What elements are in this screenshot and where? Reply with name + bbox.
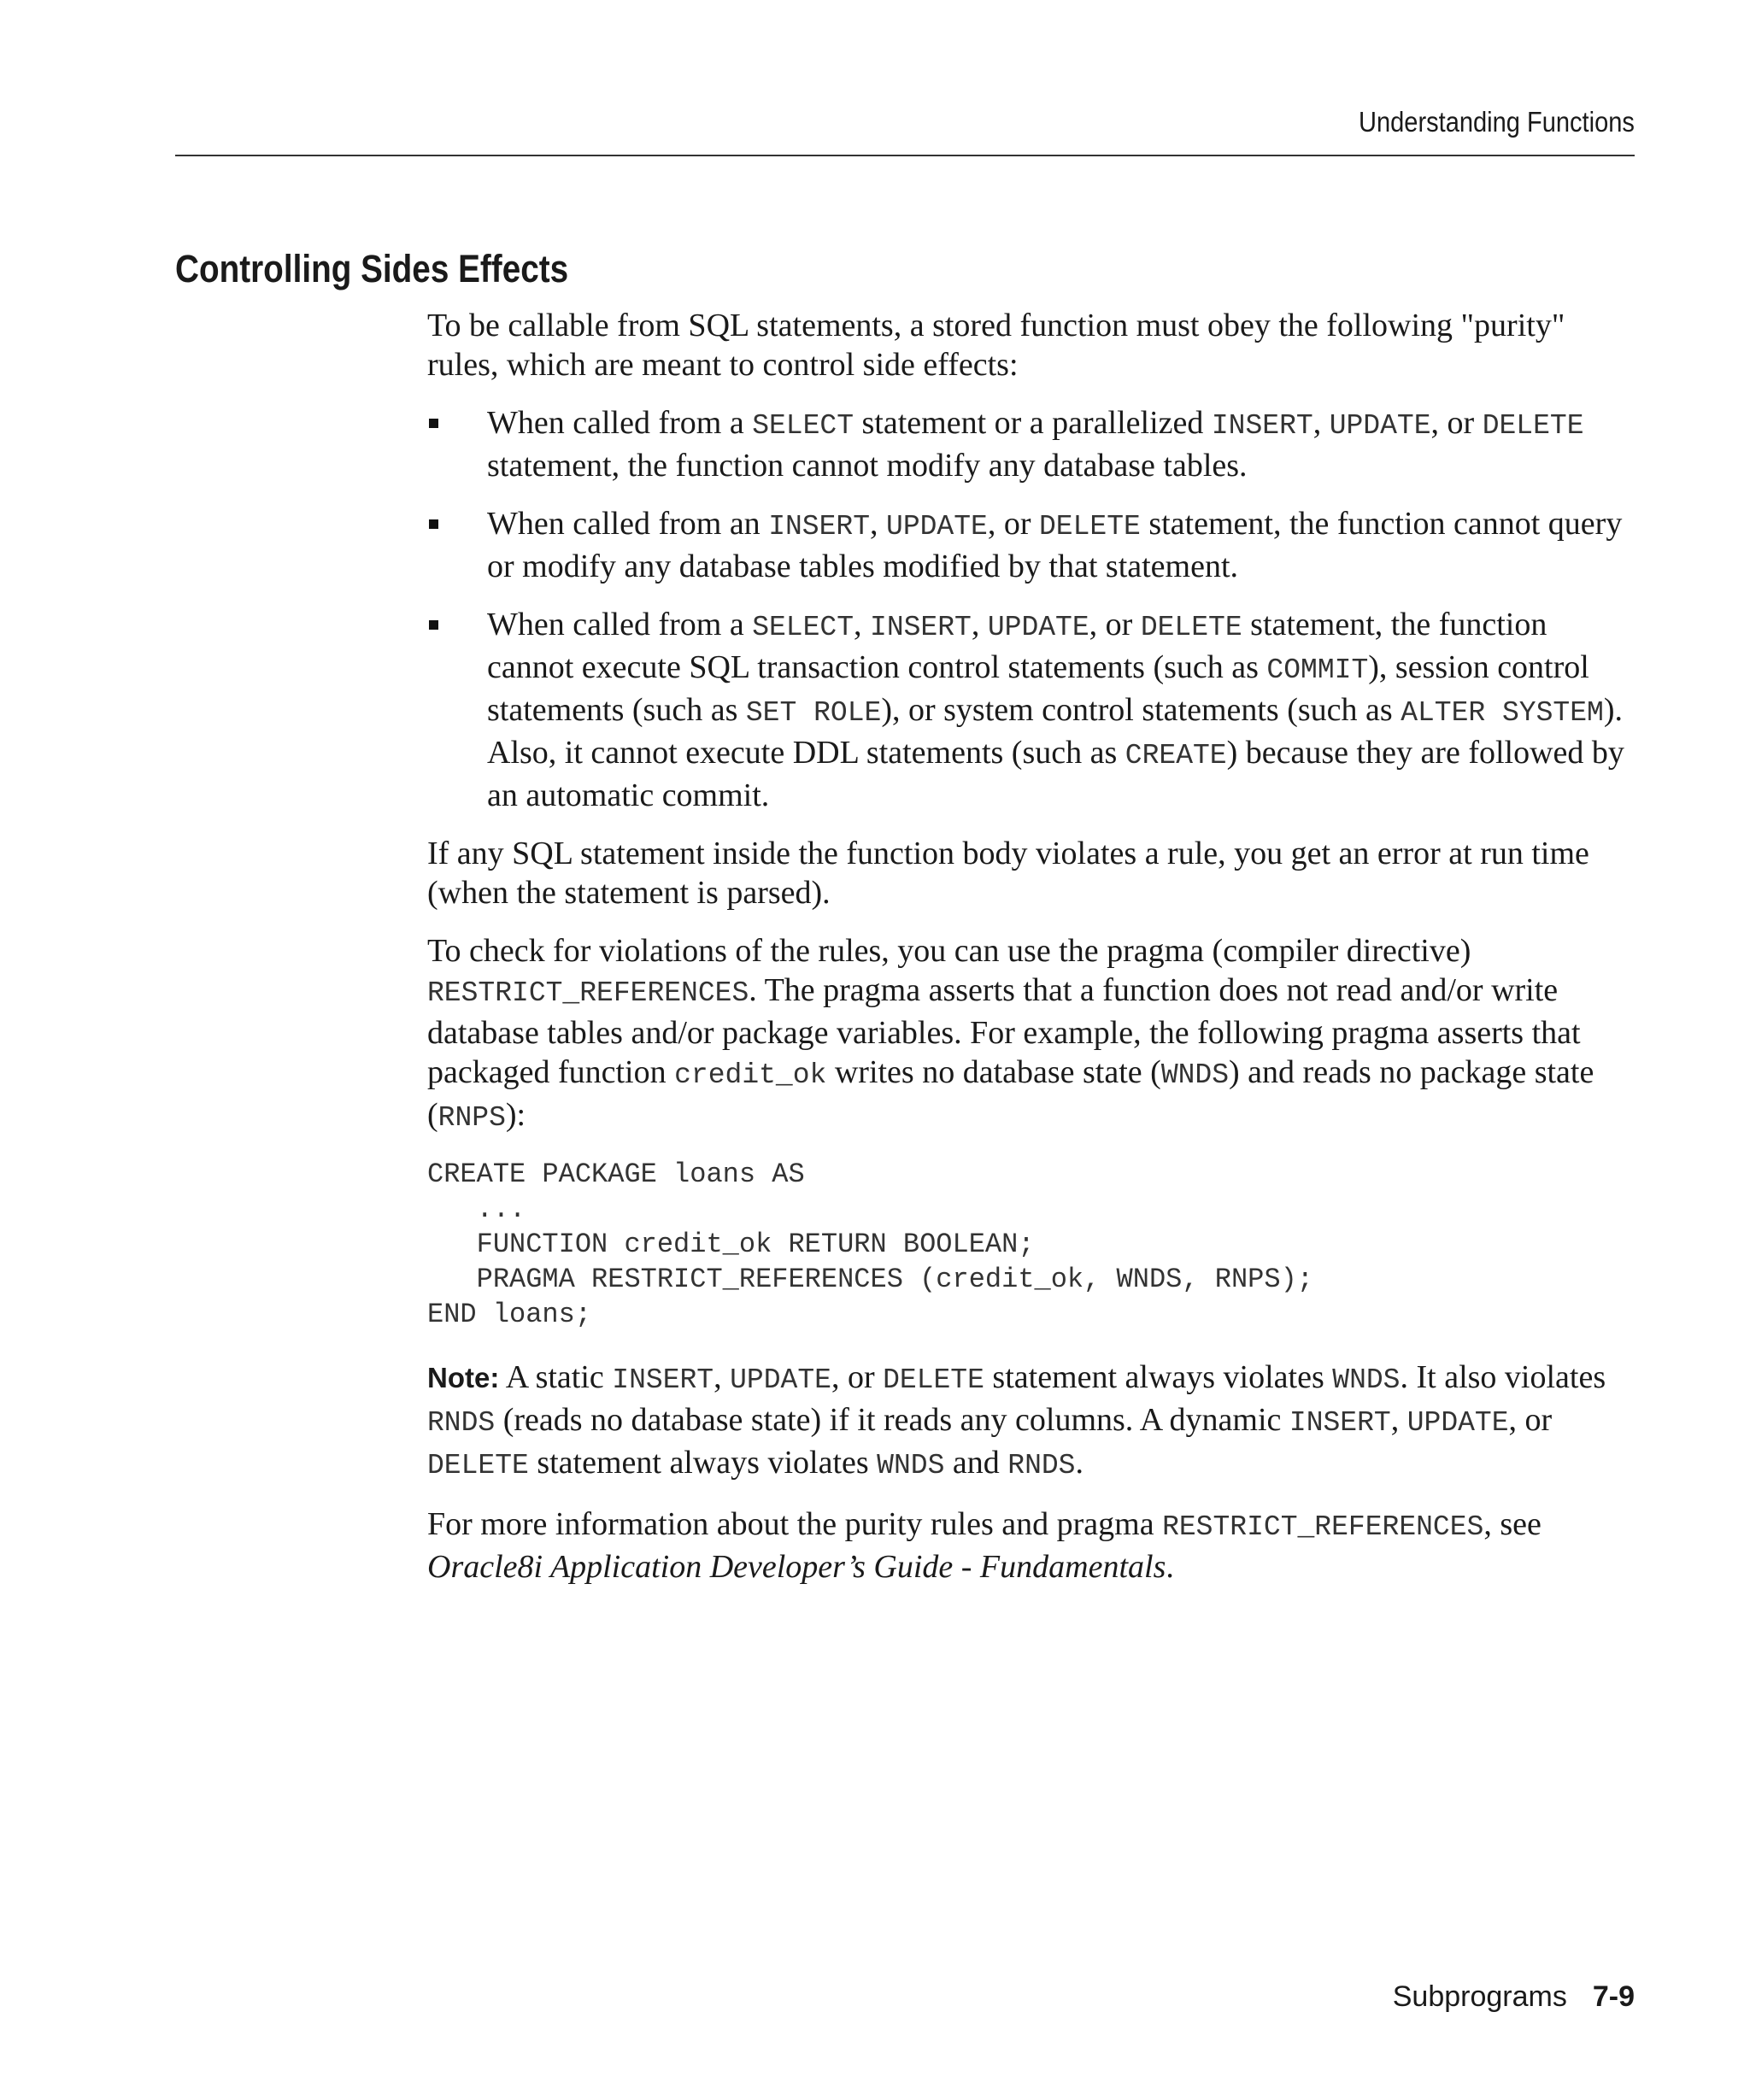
inline-code: INSERT (1289, 1407, 1391, 1439)
inline-code: WNDS (1332, 1364, 1401, 1396)
inline-code: UPDATE (730, 1364, 831, 1396)
inline-code: RNPS (438, 1102, 506, 1134)
inline-code: RESTRICT_REFERENCES (427, 977, 749, 1009)
inline-code: WNDS (877, 1450, 945, 1481)
purity-rules-list (427, 403, 1641, 815)
inline-code: RNDS (1007, 1450, 1076, 1481)
inline-code: COMMIT (1266, 654, 1369, 686)
rule-item (427, 403, 1641, 485)
inline-code: UPDATE (1406, 1407, 1509, 1439)
pragma-paragraph: To check for violations of the rules, you can use the pragma (compiler directive) RESTRICT_REFERENCES. The pragma asserts that a function does not read and/or write database tables and/or package variables. For example, the following pragma asserts that packaged function credit_ok writes no database state (WNDS) and reads no package state (RNPS): (427, 933, 1594, 1134)
inline-code: ALTER SYSTEM (1401, 697, 1604, 729)
inline-code: WNDS (1160, 1059, 1230, 1091)
code-example: CREATE PACKAGE loans AS ... FUNCTION credit_ok RETURN BOOLEAN; PRAGMA RESTRICT_REFERENCES (credit_ok, WNDS, RNPS); END loans; (427, 1159, 1313, 1330)
bullet-icon (429, 519, 438, 529)
more-info-paragraph: For more information about the purity rules and pragma RESTRICT_REFERENCES, see Oracle8i Application Developer’s Guide - Fundamentals. (427, 1506, 1542, 1585)
inline-code: RESTRICT_REFERENCES (1162, 1511, 1484, 1543)
inline-code: DELETE (1039, 511, 1141, 543)
book-title: Oracle8i Application Developer’s Guide - Fundamentals (427, 1549, 1166, 1585)
note-text: A static INSERT, UPDATE, or DELETE statement always violates WNDS. It also violates RNDS (reads no database state) if it reads any columns. A dynamic INSERT, UPDATE, or DELETE statement always violates WNDS and RNDS. (427, 1359, 1606, 1481)
inline-code: SELECT (752, 410, 854, 442)
inline-code: RNDS (427, 1407, 496, 1439)
inline-code: SELECT (752, 612, 854, 643)
page-footer (1393, 1980, 1635, 2014)
inline-code: INSERT (768, 511, 871, 543)
note-paragraph (427, 1358, 1641, 1486)
inline-code: UPDATE (886, 511, 988, 543)
running-head: Understanding Functions (1359, 106, 1635, 138)
inline-code: INSERT (1211, 410, 1313, 442)
inline-code: INSERT (612, 1364, 714, 1396)
intro-paragraph: To be callable from SQL statements, a stored function must obey the following "purity" rules, which are meant to control side effects: (427, 308, 1565, 383)
note-label: Note: (427, 1362, 500, 1393)
inline-code: UPDATE (1329, 410, 1431, 442)
rule-text: When called from a SELECT, INSERT, UPDATE, or DELETE statement, the function cannot execute SQL transaction control statements (such as COMMIT), session control statements (such as SET ROLE), or system control statements (such as ALTER SYSTEM). Also, it cannot execute DDL statements (such as CREATE) because they are followed by an automatic commit. (487, 607, 1624, 813)
inline-code: UPDATE (987, 612, 1089, 643)
inline-code: DELETE (1140, 612, 1242, 643)
rule-text: When called from a SELECT statement or a parallelized INSERT, UPDATE, or DELETE statement, the function cannot modify any database tables. (487, 405, 1584, 484)
inline-code: credit_ok (674, 1059, 827, 1091)
inline-code: CREATE (1125, 740, 1227, 771)
header-rule (175, 155, 1635, 156)
rule-item (427, 504, 1641, 586)
inline-code: INSERT (870, 612, 972, 643)
rule-text: When called from an INSERT, UPDATE, or DELETE statement, the function cannot query or modify any database tables modified by that statement. (487, 506, 1623, 584)
inline-code: DELETE (883, 1364, 984, 1396)
inline-code: DELETE (427, 1450, 529, 1481)
inline-code: DELETE (1482, 410, 1584, 442)
bullet-icon (429, 620, 438, 630)
body-text (427, 306, 1641, 1605)
bullet-icon (429, 419, 438, 428)
violation-paragraph: If any SQL statement inside the function body violates a rule, you get an error at run time (when the statement is parsed). (427, 836, 1589, 911)
rule-item (427, 605, 1641, 815)
section-title: Controlling Sides Effects (175, 247, 569, 290)
inline-code: SET ROLE (745, 697, 882, 729)
footer-chapter: Subprograms (1392, 1980, 1567, 2013)
page-number: 7-9 (1592, 1980, 1635, 2013)
